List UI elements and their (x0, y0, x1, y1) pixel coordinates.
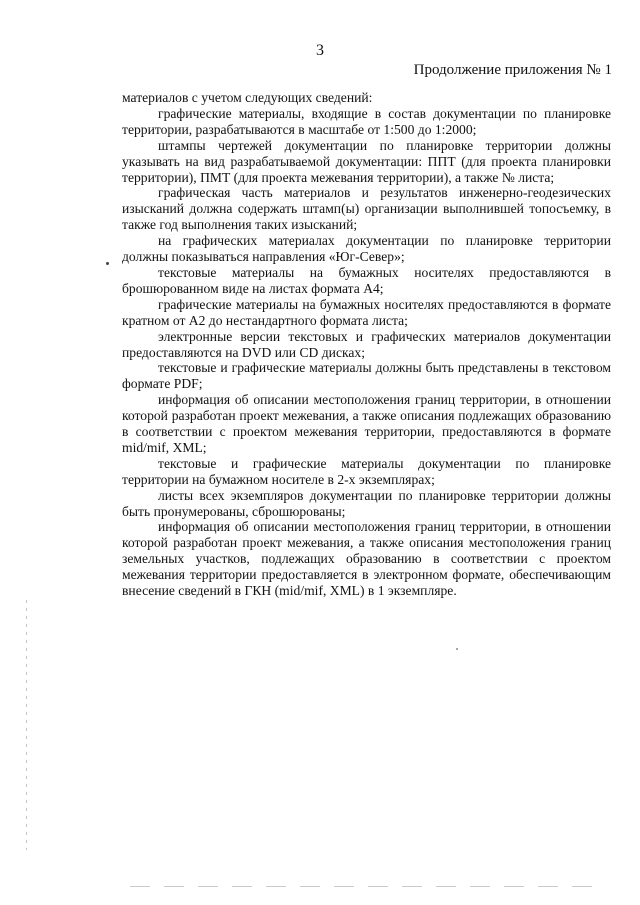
paragraph: графические материалы, входящие в состав документации по планировке территории, разрабатываются в масштабе от 1:500 до 1:2000; (122, 105, 611, 137)
scan-artifact-dot (106, 262, 109, 265)
appendix-continuation-note: Продолжение приложения № 1 (413, 62, 612, 78)
paragraph: электронные версии текстовых и графических материалов документации предоставляются на DVD или CD дисках; (122, 328, 611, 360)
page-number: 3 (316, 42, 324, 59)
scan-artifact-dot (456, 648, 458, 650)
paragraph: графическая часть материалов и результатов инженерно-геодезических изысканий должна содержать штамп(ы) организации выполнившей топосъемку, в также год выполнения таких изысканий; (122, 185, 611, 233)
scan-artifact-bottom (130, 886, 600, 887)
paragraph-lead: материалов с учетом следующих сведений: (122, 90, 373, 105)
paragraph: текстовые и графические материалы должны быть представлены в текстовом формате PDF; (122, 360, 611, 392)
paragraph: листы всех экземпляров документации по планировке территории должны быть пронумерованы, сброшюрованы; (122, 487, 611, 519)
paragraph: текстовые материалы на бумажных носителях предоставляются в брошюрованном виде на листах формата А4; (122, 264, 611, 296)
paragraph: информация об описании местоположения границ территории, в отношении которой разработан проект межевания, а также описания местоположения границ земельных участков, подлежащих образованию в соответствии с проектом межевания территории предоставляется в электронном формате, обеспечивающим внесение сведений в ГКН (mid/mif, XML) в 1 экземпляре. (122, 519, 611, 599)
paragraph: на графических материалах документации по планировке территории должны показываться направления «Юг-Север»; (122, 233, 611, 265)
paragraph: графические материалы на бумажных носителях предоставляются в формате кратном от А2 до нестандартного формата листа; (122, 296, 611, 328)
document-body (122, 90, 611, 599)
paragraph: информация об описании местоположения границ территории, в отношении которой разработан проект межевания, а также описания подлежащих образованию в соответствии с проектом межевания территории, предоставляются в формате mid/mif, XML; (122, 392, 611, 455)
paragraph: штампы чертежей документации по планировке территории должны указывать на вид разрабатываемой документации: ППТ (для проекта планировки территории), ПМТ (для проекта межевания территории), а также № листа; (122, 137, 611, 185)
scan-artifact-left (26, 600, 27, 850)
paragraph: текстовые и графические материалы документации по планировке территории на бумажном носителе в 2-х экземплярах; (122, 455, 611, 487)
